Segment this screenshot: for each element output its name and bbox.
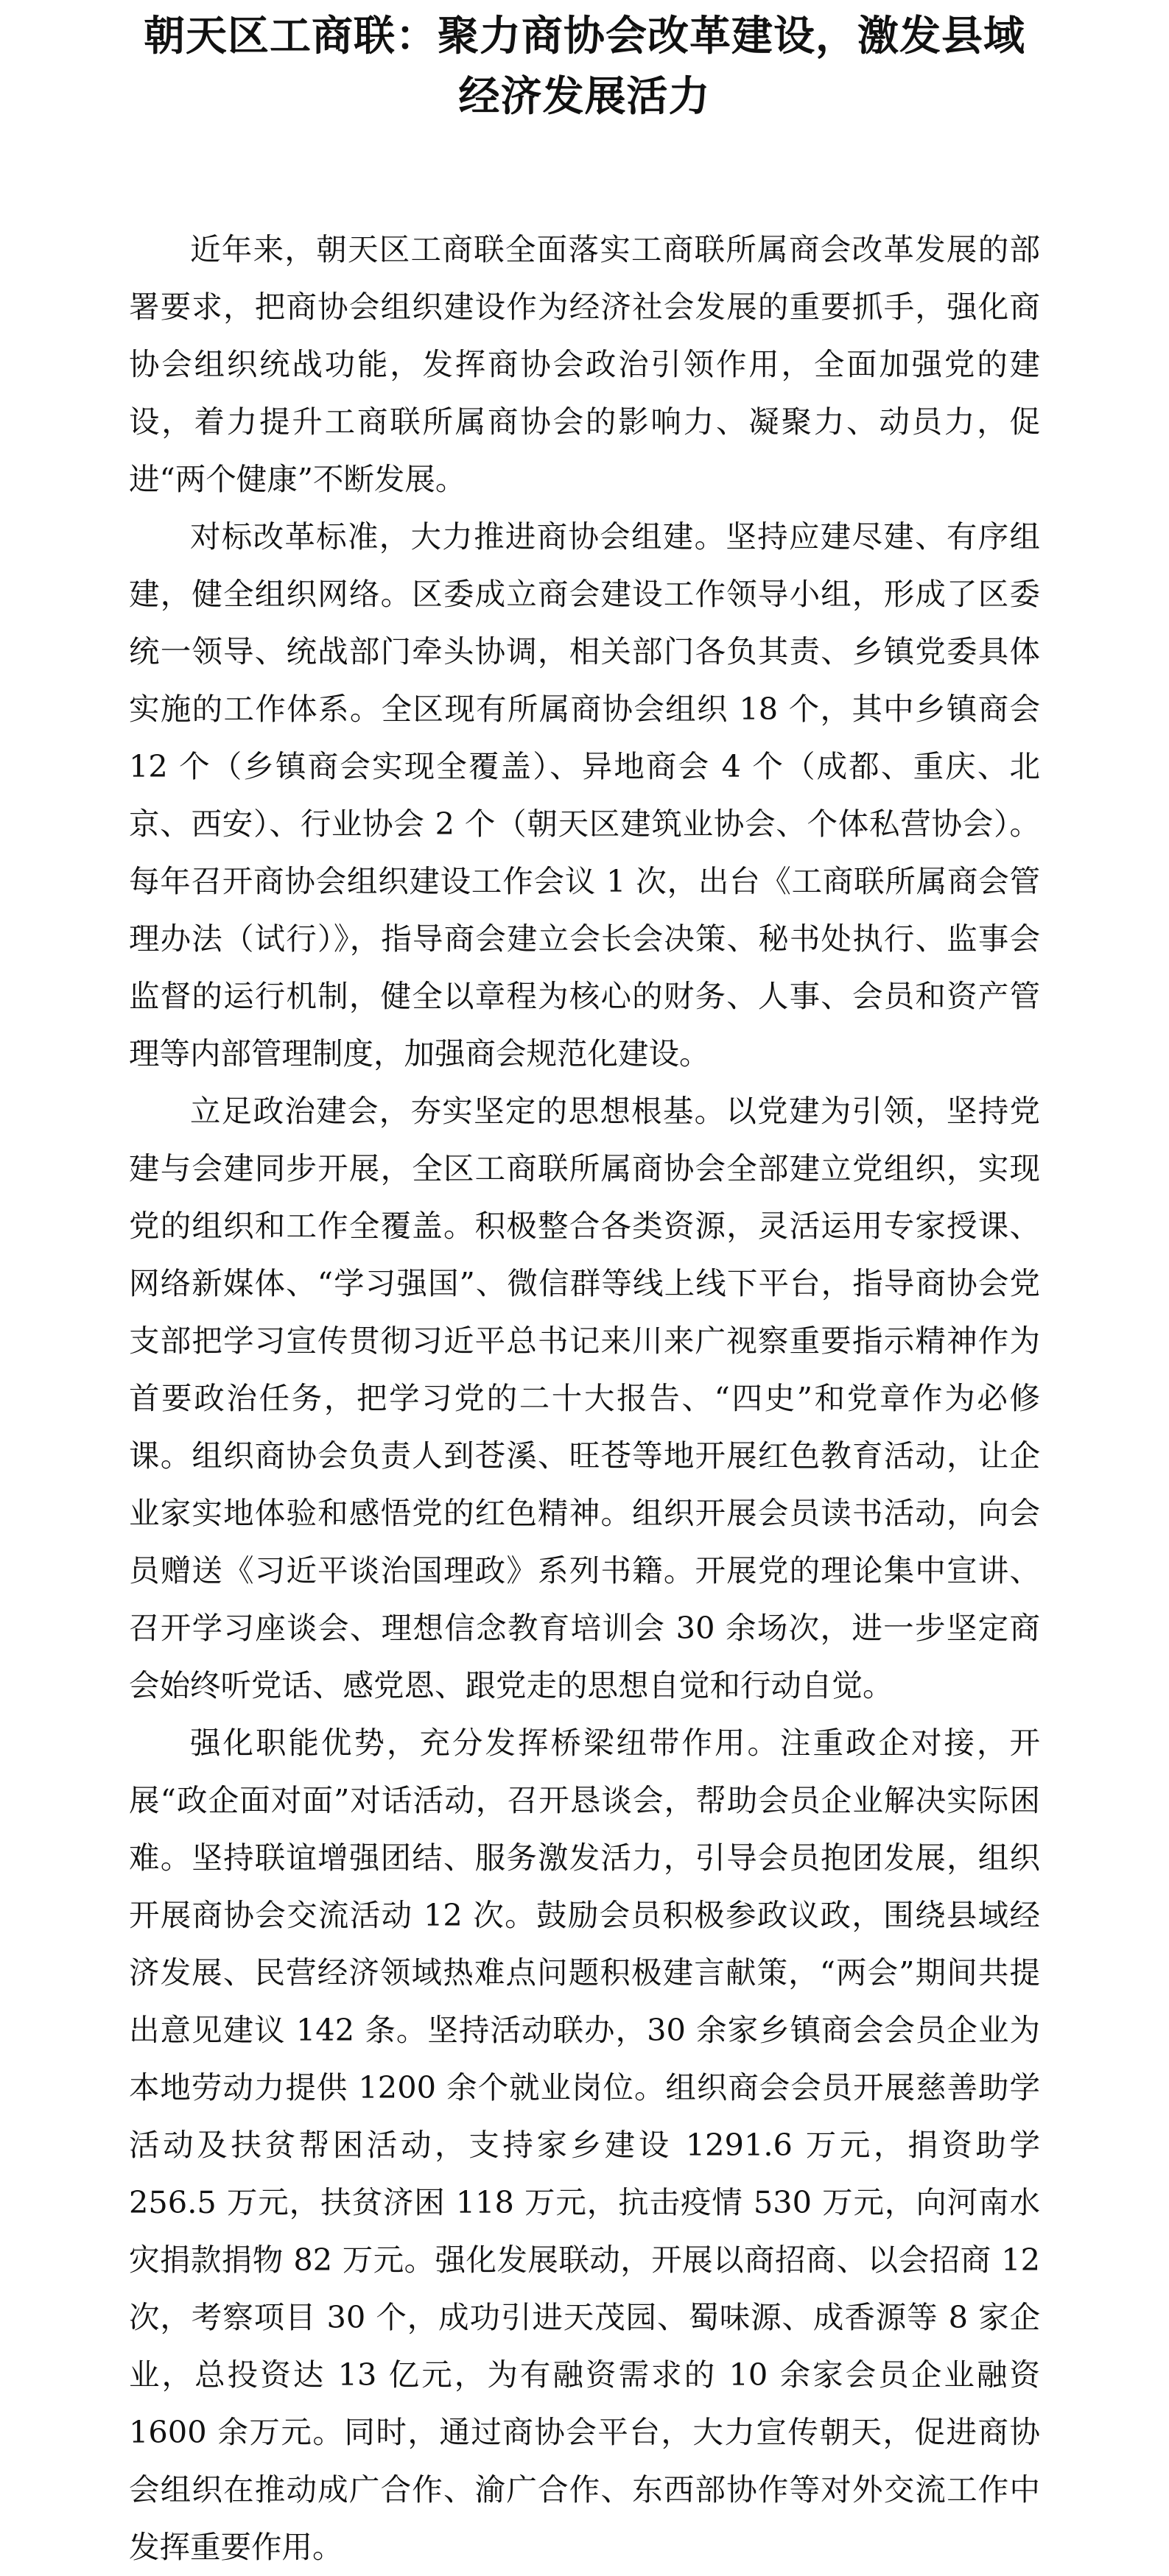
article-title: 朝天区工商联：聚力商协会改革建设，激发县域经济发展活力: [144, 12, 1025, 121]
paragraph-political-building: 立足政治建会，夯实坚定的思想根基。以党建为引领，坚持党建与会建同步开展，全区工商联所属商协会全部建立党组织，实现党的组织和工作全覆盖。积极整合各类资源，灵活运用专家授课、网络新媒体、“学习强国”、微信群等线上线下平台，指导商协会党支部把学习宣传贯彻习近平总书记来川来广视察重要指示精神作为首要政治任务，把学习党的二十大报告、“四史”和党章作为必修课。组织商协会负责人到苍溪、旺苍等地开展红色教育活动，让企业家实地体验和感悟党的红色精神。组织开展会员读书活动，向会员赠送《习近平谈治国理政》系列书籍。开展党的理论集中宣讲、召开学习座谈会、理想信念教育培训会 30 余场次，进一步坚定商会始终听党话、感党恩、跟党走的思想自觉和行动自觉。: [129, 1093, 1040, 1703]
paragraph-organization-building: 对标改革标准，大力推进商协会组建。坚持应建尽建、有序组建，健全组织网络。区委成立商会建设工作领导小组，形成了区委统一领导、统战部门牵头协调，相关部门各负其责、乡镇党委具体实施的工作体系。全区现有所属商协会组织 18 个，其中乡镇商会 12 个（乡镇商会实现全覆盖）、异地商会 4 个（成都、重庆、北京、西安）、行业协会 2 个（朝天区建筑业协会、个体私营协会）。每年召开商协会组织建设工作会议 1 次，出台《工商联所属商会管理办法（试行）》，指导商会建立会长会决策、秘书处执行、监事会监督的运行机制，健全以章程为核心的财务、人事、会员和资产管理等内部管理制度，加强商会规范化建设。: [129, 518, 1040, 1071]
article-body: [129, 221, 1040, 2576]
paragraph-intro: 近年来，朝天区工商联全面落实工商联所属商会改革发展的部署要求，把商协会组织建设作为经济社会发展的重要抓手，强化商协会组织统战功能，发挥商协会政治引领作用，全面加强党的建设，着力提升工商联所属商协会的影响力、凝聚力、动员力，促进“两个健康”不断发展。: [129, 231, 1040, 497]
paragraph-bridge-function: 强化职能优势，充分发挥桥梁纽带作用。注重政企对接，开展“政企面对面”对话活动，召开恳谈会，帮助会员企业解决实际困难。坚持联谊增强团结、服务激发活力，引导会员抱团发展，组织开展商协会交流活动 12 次。鼓励会员积极参政议政，围绕县域经济发展、民营经济领域热难点问题积极建言献策，“两会”期间共提出意见建议 142 条。坚持活动联办，30 余家乡镇商会会员企业为本地劳动力提供 1200 余个就业岗位。组织商会会员开展慈善助学活动及扶贫帮困活动，支持家乡建设 1291.6 万元，捐资助学 256.5 万元，扶贫济困 118 万元，抗击疫情 530 万元，向河南水灾捐款捐物 82 万元。强化发展联动，开展以商招商、以会招商 12 次，考察项目 30 个，成功引进天茂园、蜀味源、成香源等 8 家企业，总投资达 13 亿元，为有融资需求的 10 余家会员企业融资 1600 余万元。同时，通过商协会平台，大力宣传朝天，促进商协会组织在推动成广合作、渝广合作、东西部协作等对外交流工作中发挥重要作用。: [129, 1725, 1040, 2565]
